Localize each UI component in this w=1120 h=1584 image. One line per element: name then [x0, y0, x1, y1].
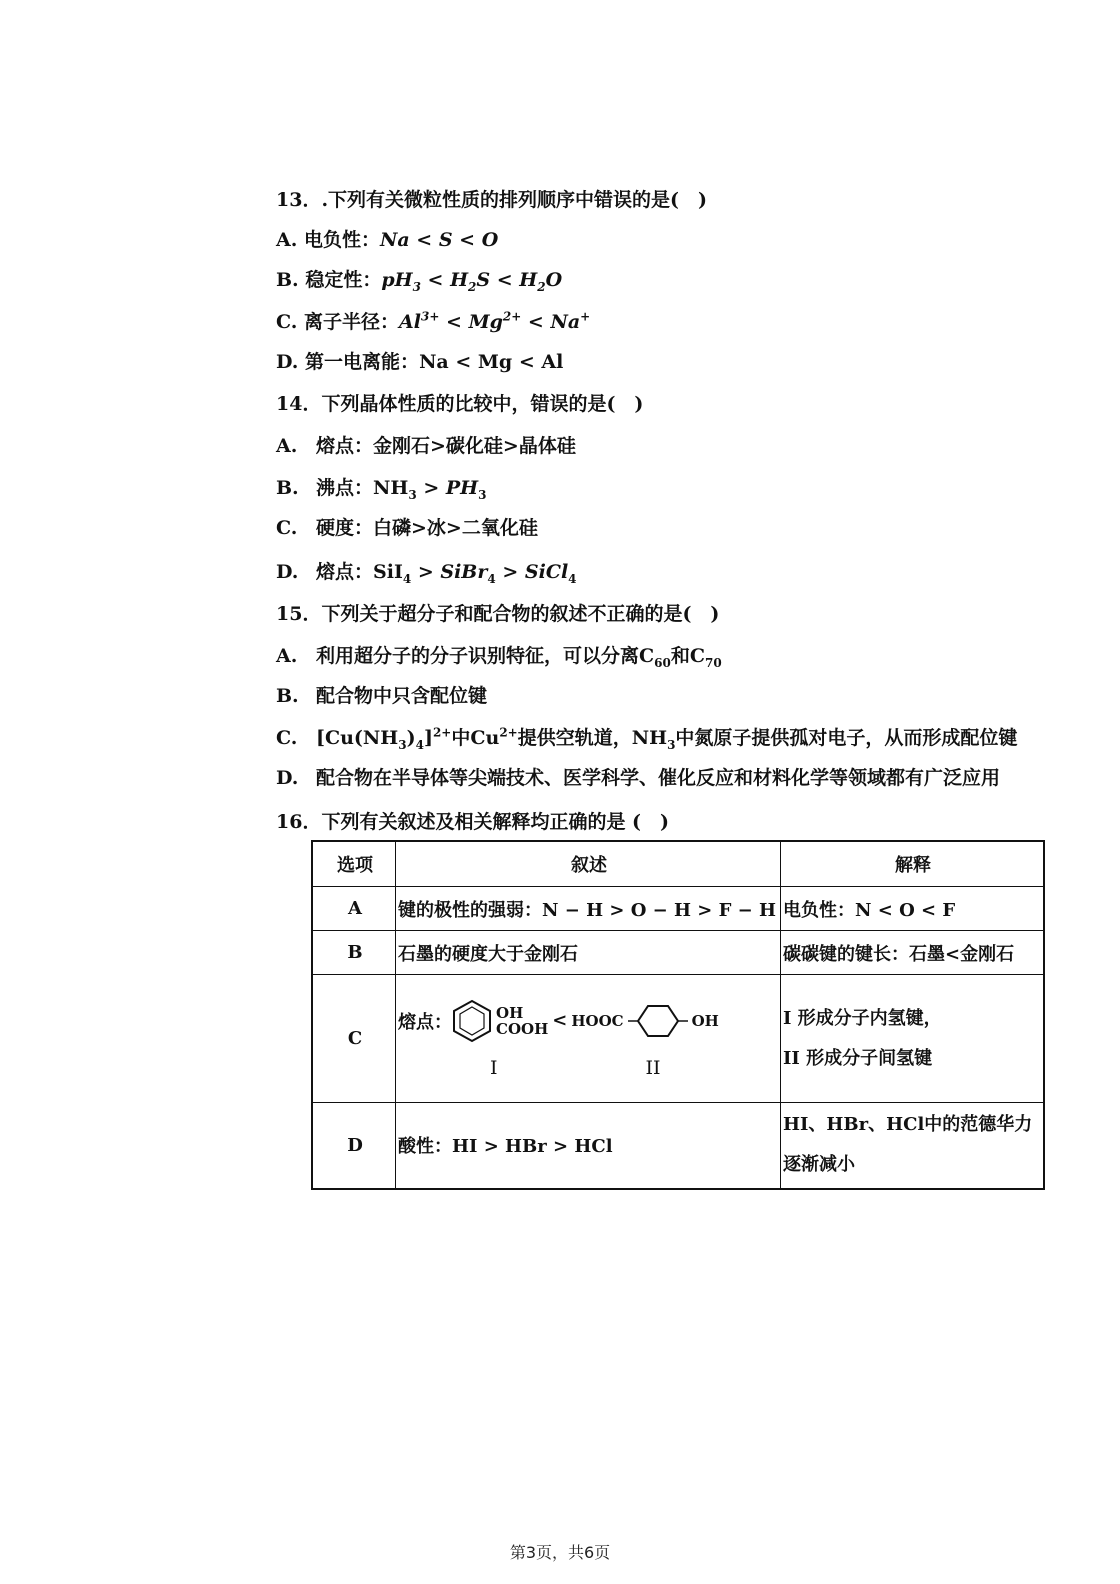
q14-a-label: A. — [276, 435, 298, 457]
q16-stem: 16．下列有关叙述及相关解释均正确的是 ( ) — [276, 811, 670, 833]
q15-c-mid2: 提供空轨道， — [517, 727, 632, 749]
row-c-code: C — [312, 975, 396, 1103]
q14-option-b — [276, 476, 486, 500]
benzene-ring-icon — [452, 999, 492, 1043]
q14-c-text: 硬度：白磷>冰>二氧化硅 — [316, 517, 538, 539]
q15-option-d — [276, 766, 1000, 790]
q13-a-expr: Na < S < O — [380, 229, 499, 251]
q13-b-label: B. — [276, 269, 299, 291]
q13-option-c — [276, 310, 590, 334]
q15-option-a — [276, 644, 722, 668]
q15-c-complex: $[Cu(NH_3)_4]^{2+}$ — [316, 725, 452, 752]
q14-option-a — [276, 434, 576, 458]
q14-d-prefix: 熔点： — [316, 561, 374, 583]
q13-stem: 13．.下列有关微粒性质的排列顺序中错误的是( ) — [276, 189, 708, 211]
q15-d-text: 配合物在半导体等尖端技术、医学科学、催化反应和材料化学等领域都有广泛应用 — [316, 767, 1001, 789]
compound-ii-hooc: HOOC — [571, 1011, 624, 1030]
q16-table — [311, 840, 1045, 1190]
compound-ii-oh: OH — [691, 1011, 719, 1030]
q14-d-expr: SiI$_4$ > SiBr$_4$ > SiCl$_4$ — [373, 561, 577, 586]
q13-d-expr: Na < Mg < Al — [419, 351, 564, 373]
row-c-prefix: 熔点： — [398, 1011, 452, 1033]
q14-b-prefix: 沸点： — [316, 477, 374, 499]
row-b-reason: 碳碳键的键长：石墨<金刚石 — [781, 931, 1045, 975]
row-d-reason: HI、HBr、HCl中的范德华力逐渐减小 — [781, 1103, 1045, 1189]
q14-b-label: B. — [276, 477, 299, 499]
q14-d-label: D. — [276, 561, 299, 583]
q15-c-mid1: 中 — [451, 727, 471, 749]
row-c-lt: < — [552, 1010, 568, 1031]
q15-a-label: A. — [276, 645, 298, 667]
q15-b-text: 配合物中只含配位键 — [316, 685, 488, 707]
q13-b-expr: $pH_3 < H_2S < H_2O$ — [381, 269, 563, 294]
compound-i-structure — [452, 999, 548, 1043]
q13-option-b — [276, 268, 562, 292]
header-statement: 叙述 — [396, 841, 781, 887]
row-d-statement: 酸性：HI > HBr > HCl — [396, 1103, 781, 1189]
row-a-statement: 键的极性的强弱：N − H > O − H > F − H — [396, 887, 781, 931]
row-d-code: D — [312, 1103, 396, 1189]
para-benzene-ring-icon — [628, 1003, 688, 1039]
compound-ii-structure — [571, 1003, 719, 1039]
q14-option-c — [276, 516, 538, 540]
row-c-reason-line2: II 形成分子间氢键 — [783, 1047, 933, 1069]
q13-option-d — [276, 350, 563, 374]
row-b-statement: 石墨的硬度大于金刚石 — [396, 931, 781, 975]
row-c-statement — [396, 975, 781, 1103]
q15-d-label: D. — [276, 767, 299, 789]
row-a-reason: 电负性：N < O < F — [781, 887, 1045, 931]
q15-option-b — [276, 684, 487, 708]
q15-b-label: B. — [276, 685, 299, 707]
q14-b-expr: $NH_3 > PH_3$ — [373, 477, 487, 502]
q13-option-a — [276, 228, 498, 252]
compound-i-label: I — [490, 1056, 498, 1079]
row-a-code: A — [312, 887, 396, 931]
q13-a-prefix: 电负性： — [303, 229, 380, 251]
q15-a-prefix: 利用超分子的分子识别特征，可以分离 — [316, 645, 640, 667]
table-header-row — [312, 841, 1044, 887]
row-c-reason — [781, 975, 1045, 1103]
q14-a-text: 熔点：金刚石>碳化硅>晶体硅 — [316, 435, 576, 457]
table-row — [312, 931, 1044, 975]
header-reason: 解释 — [781, 841, 1045, 887]
q13-c-expr: $Al^{3+} < Mg^{2+} < Na^+$ — [399, 309, 591, 333]
compound-i-oh: OH — [496, 1003, 524, 1022]
row-c-reason-line1: I 形成分子内氢键， — [783, 1007, 942, 1029]
page-footer: 第3页，共6页 — [509, 1543, 611, 1562]
table-row — [312, 887, 1044, 931]
table-row — [312, 1103, 1044, 1189]
q15-c-mid3: 中氮原子提供孤对电子，从而形成配位键 — [675, 727, 1018, 749]
q13-c-label: C. — [276, 311, 298, 333]
compound-ii-label: II — [645, 1056, 661, 1079]
q14-option-d — [276, 560, 577, 584]
q14-c-label: C. — [276, 517, 298, 539]
q15-c-ion: $Cu^{2+}$ — [470, 725, 518, 749]
q13-d-prefix: 第一电离能： — [305, 351, 420, 373]
table-row — [312, 975, 1044, 1103]
q13-d-label: D. — [276, 351, 299, 373]
header-option: 选项 — [312, 841, 396, 887]
q15-option-c — [276, 726, 1017, 750]
q14-stem: 14．下列晶体性质的比较中，错误的是( ) — [276, 393, 644, 415]
row-b-code: B — [312, 931, 396, 975]
q13-c-prefix: 离子半径： — [304, 311, 400, 333]
compound-i-cooh: COOH — [496, 1019, 549, 1038]
q15-a-formula: $C_{60}$和$C_{70}$ — [639, 645, 722, 670]
q15-c-ligand: $NH_3$ — [631, 727, 676, 752]
q13-a-label: A. — [276, 229, 298, 251]
q13-b-prefix: 稳定性： — [305, 269, 382, 291]
q15-stem: 15．下列关于超分子和配合物的叙述不正确的是( ) — [276, 603, 720, 625]
q15-c-label: C. — [276, 727, 298, 749]
